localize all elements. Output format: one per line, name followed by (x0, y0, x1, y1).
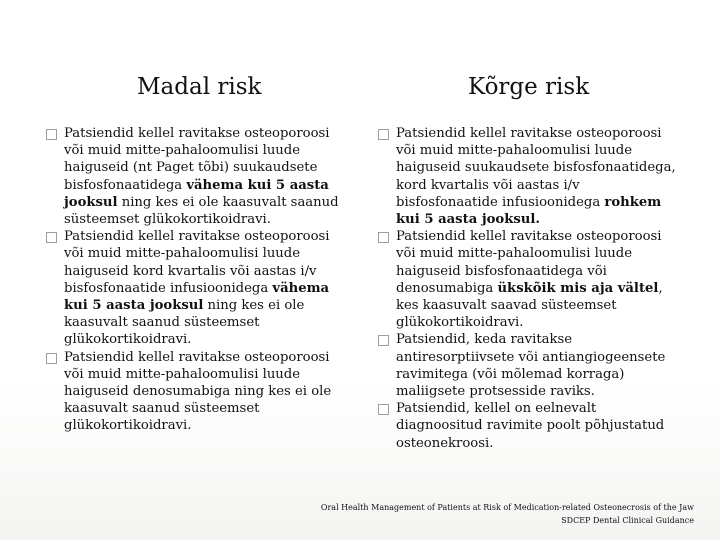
emphasis-text: vähema kui 5 aasta jooksul (64, 280, 330, 314)
list-item (376, 228, 676, 331)
list-item (376, 125, 676, 228)
square-bullet-icon (378, 335, 389, 346)
list-item (44, 228, 344, 348)
square-bullet-icon (378, 232, 389, 243)
citation-source: SDCEP Dental Clinical Guidance (561, 516, 694, 525)
list-item (44, 349, 344, 435)
item-text: ning kes ei ole kaasuvalt saanud süsteemset glükokortikoidravi. (64, 298, 305, 348)
square-bullet-icon (46, 129, 57, 140)
item-text: Patsiendid kellel ravitakse osteoporoosi või muid mitte-pahaloomulisi luude haiguseid denosumabiga ning kes ei ole kaasuvalt saanud süsteemset glükokortikoidravi. (64, 349, 332, 434)
square-bullet-icon (378, 129, 389, 140)
low-risk-list (44, 125, 344, 435)
list-item (376, 400, 676, 452)
item-text: Patsiendid, keda ravitakse antiresorptiivsete või antiangiogeensete ravimitega (või mõlemad korraga) maliigsete protsesside raviks. (396, 332, 666, 400)
high-risk-list (376, 125, 676, 452)
item-text: Patsiendid kellel ravitakse osteoporoosi või muid mitte-pahaloomulisi luude haiguseid kord kvartalis või aastas i/v bisfosfonaatide infusioonidega (64, 229, 330, 296)
low-risk-heading: Madal risk (137, 74, 262, 100)
item-text: Patsiendid, kellel on eelnevalt diagnoositud ravimite poolt põhjustatud osteonekroosi. (396, 401, 665, 451)
item-text: Patsiendid kellel ravitakse osteoporoosi või muid mitte-pahaloomulisi luude haiguseid suukaudsete bisfosfonaatidega, kord kvartalis või aastas i/v bisfosfonaatide infusioonidega (396, 126, 676, 210)
emphasis-text: rohkem kui 5 aasta jooksul. (396, 194, 662, 228)
high-risk-heading: Kõrge risk (468, 74, 590, 100)
square-bullet-icon (46, 232, 57, 243)
source-citation (321, 501, 694, 527)
emphasis-text: ükskõik mis aja vältel (497, 280, 659, 296)
emphasis-text: vähema kui 5 aasta jooksul (64, 177, 329, 210)
citation-title: Oral Health Management of Patients at Risk of Medication-related Osteonecrosis of the Jaw (320, 503, 694, 512)
item-text: Patsiendid kellel ravitakse osteoporoosi või muid mitte-pahaloomulisi luude haiguseid bisfosfonaatidega või denosumabiga (396, 229, 662, 296)
item-text: , kes kaasuvalt saavad süsteemset glükokortikoidravi. (396, 280, 663, 331)
list-item (376, 331, 676, 400)
square-bullet-icon (378, 404, 389, 415)
item-text: Patsiendid kellel ravitakse osteoporoosi või muid mitte-pahaloomulisi luude haiguseid (nt Paget tõbi) suukaudsete bisfosfonaatidega (64, 126, 330, 193)
item-text: ning kes ei ole kaasuvalt saanud süsteemset glükokortikoidravi. (64, 194, 339, 228)
list-item (44, 125, 344, 228)
square-bullet-icon (46, 353, 57, 364)
